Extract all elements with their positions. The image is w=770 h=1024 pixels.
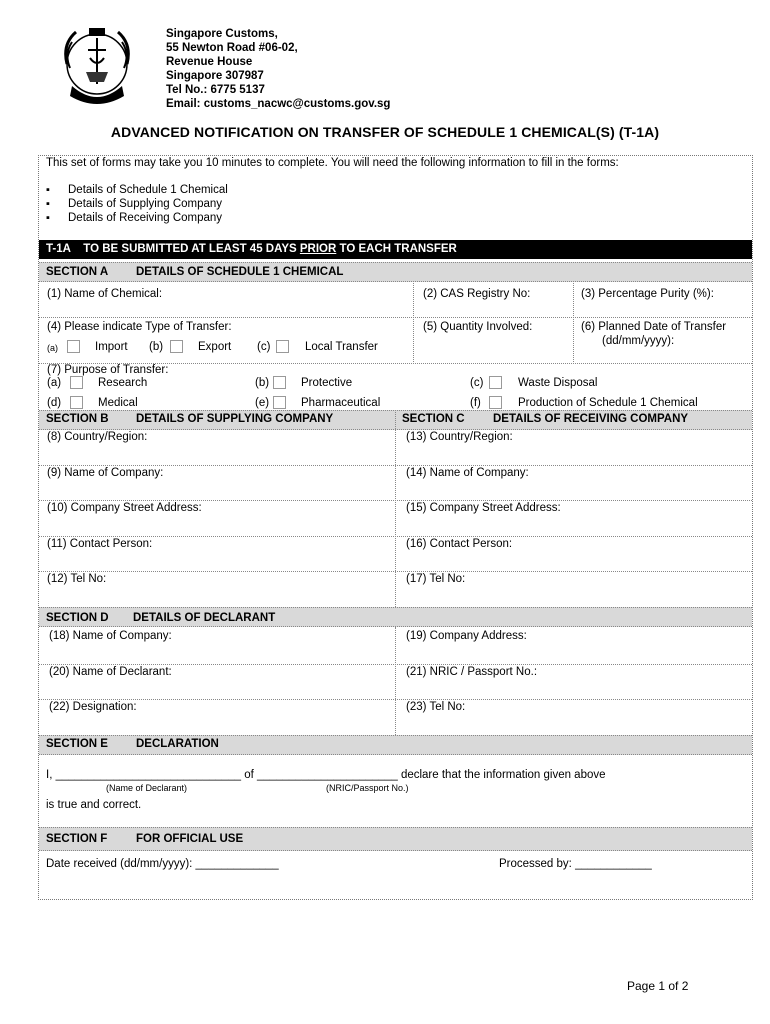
date-received-field: Date received (dd/mm/yyyy): _____________ [46,858,279,870]
receiver-tel-label: (17) Tel No: [406,573,466,585]
purpose-letter: (d) [47,397,62,409]
divider [413,283,414,364]
declarant-name-caption: (Name of Declarant) [106,783,188,793]
medical-label: Medical [98,397,138,409]
divider [395,627,396,735]
page-number: Page 1 of 2 [627,979,689,993]
section-a-code: SECTION A [46,266,109,278]
company-address-label: (19) Company Address: [406,630,527,642]
section-b-code: SECTION B [46,413,109,425]
section-a-title: DETAILS OF SCHEDULE 1 CHEMICAL [136,266,344,278]
receiver-contact-label: (16) Contact Person: [406,538,513,550]
address-line: Singapore 307987 [166,70,264,82]
divider [39,500,752,501]
supplier-country-label: (8) Country/Region: [47,431,148,443]
supplier-tel-label: (12) Tel No: [47,573,107,585]
supplier-address-label: (10) Company Street Address: [47,502,202,514]
divider [39,317,752,318]
section-f-title: FOR OFFICIAL USE [136,833,244,845]
protective-checkbox[interactable] [273,376,286,389]
declarant-company-label: (18) Name of Company: [49,630,172,642]
purpose-letter: (e) [255,397,270,409]
transfer-letter: (c) [257,341,271,353]
pharmaceutical-checkbox[interactable] [273,396,286,409]
section-e-code: SECTION E [46,738,108,750]
nric-caption: (NRIC/Passport No.) [326,783,409,793]
divider [39,571,752,572]
type-of-transfer-label: (4) Please indicate Type of Transfer: [47,321,232,333]
section-d-code: SECTION D [46,612,109,624]
section-b-title: DETAILS OF SUPPLYING COMPANY [136,413,334,425]
banner-suffix: TO EACH TRANSFER [336,243,457,255]
research-checkbox[interactable] [70,376,83,389]
designation-label: (22) Designation: [49,701,137,713]
processed-by-field: Processed by: ____________ [499,858,652,870]
transfer-letter: (b) [149,341,164,353]
pharmaceutical-label: Pharmaceutical [301,397,381,409]
bullet-item: Details of Supplying Company [68,198,223,210]
email-line: Email: customs_nacwc@customs.gov.sg [166,98,391,110]
receiver-name-label: (14) Name of Company: [406,467,529,479]
import-label: Import [95,341,128,353]
planned-date-format: (dd/mm/yyyy): [602,335,675,347]
bullet-icon: ▪ [46,184,50,196]
banner-emphasis: PRIOR [299,243,337,255]
purpose-letter: (c) [470,377,484,389]
address-line: Tel No.: 6775 5137 [166,84,265,96]
divider [39,536,752,537]
medical-checkbox[interactable] [70,396,83,409]
declarant-name-label: (20) Name of Declarant: [49,666,172,678]
divider [395,410,396,607]
planned-date-label: (6) Planned Date of Transfer [581,321,727,333]
purpose-letter: (a) [47,377,62,389]
purpose-letter: (f) [470,397,481,409]
protective-label: Protective [301,377,353,389]
supplier-contact-label: (11) Contact Person: [47,538,153,550]
bullet-icon: ▪ [46,212,50,224]
divider [39,699,752,700]
divider [573,283,574,364]
production-label: Production of Schedule 1 Chemical [518,397,698,409]
declaration-line-2: is true and correct. [46,799,142,811]
section-c-title: DETAILS OF RECEIVING COMPANY [493,413,689,425]
export-checkbox[interactable] [170,340,183,353]
bullet-item: Details of Receiving Company [68,212,223,224]
transfer-letter: (a) [47,343,58,353]
banner-prefix: T-1A TO BE SUBMITTED AT LEAST 45 DAYS [46,243,300,255]
section-d-title: DETAILS OF DECLARANT [133,612,276,624]
divider [39,664,752,665]
bullet-icon: ▪ [46,198,50,210]
name-of-chemical-label: (1) Name of Chemical: [47,288,163,300]
divider [39,465,752,466]
local-transfer-checkbox[interactable] [276,340,289,353]
address-line: 55 Newton Road #06-02, [166,42,298,54]
purpose-of-transfer-label: (7) Purpose of Transfer: [47,364,169,376]
quantity-involved-label: (5) Quantity Involved: [423,321,533,333]
section-c-code: SECTION C [402,413,465,425]
address-line: Revenue House [166,56,253,68]
submission-banner [39,240,752,259]
section-e-title: DECLARATION [136,738,219,750]
bullet-item: Details of Schedule 1 Chemical [68,184,228,196]
supplier-name-label: (9) Name of Company: [47,467,164,479]
form-title: ADVANCED NOTIFICATION ON TRANSFER OF SCHEDULE 1 CHEMICAL(S) (T-1A) [110,124,660,140]
cas-registry-label: (2) CAS Registry No: [423,288,531,300]
intro-text: This set of forms may take you 10 minutes to complete. You will need the following information to fill in the forms: [46,157,619,169]
local-transfer-label: Local Transfer [305,341,378,353]
address-block [166,27,390,111]
declarant-tel-label: (23) Tel No: [406,701,466,713]
import-checkbox[interactable] [67,340,80,353]
purpose-letter: (b) [255,377,270,389]
singapore-customs-crest [58,24,136,110]
research-label: Research [98,377,148,389]
address-line: Singapore Customs, [166,28,278,40]
section-f-code: SECTION F [46,833,108,845]
declaration-line: I, _____________________________ of ______________________ declare that the information given above [46,769,606,781]
waste-disposal-label: Waste Disposal [518,377,598,389]
receiver-address-label: (15) Company Street Address: [406,502,561,514]
export-label: Export [198,341,232,353]
production-checkbox[interactable] [489,396,502,409]
percentage-purity-label: (3) Percentage Purity (%): [581,288,714,300]
waste-disposal-checkbox[interactable] [489,376,502,389]
nric-passport-label: (21) NRIC / Passport No.: [406,666,538,678]
receiver-country-label: (13) Country/Region: [406,431,513,443]
